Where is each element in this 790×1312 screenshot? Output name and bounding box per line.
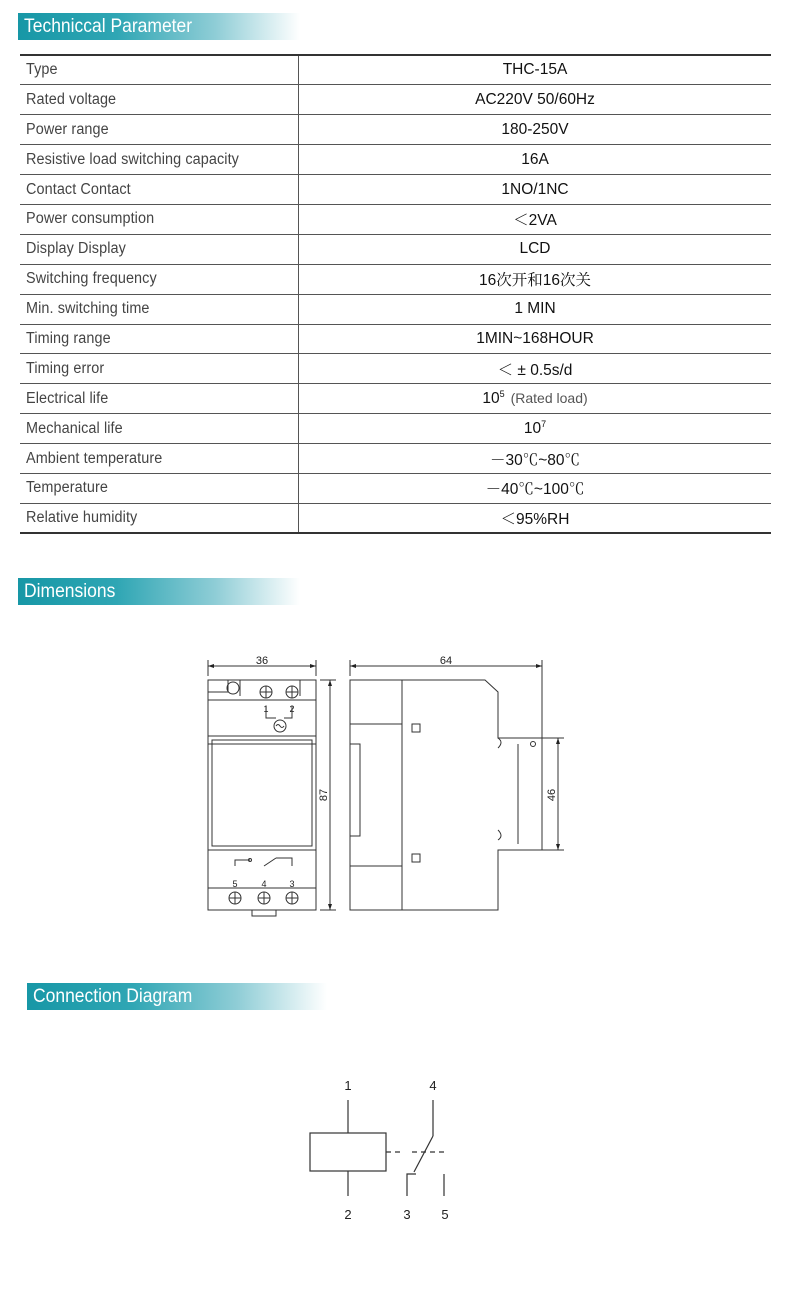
front-terminal-label: 5: [232, 879, 238, 889]
parameter-name-cell: [20, 55, 299, 85]
parameter-value-exponent: 7: [541, 419, 547, 430]
parameter-value: ＜ ± 0.5s/d: [497, 361, 573, 379]
parameter-value: THC-15A: [502, 61, 568, 79]
parameter-value: ＜95%RH: [500, 511, 570, 529]
front-terminal-label: 4: [261, 879, 267, 889]
parameter-name-cell: [20, 473, 299, 503]
front-body-outline: [208, 680, 316, 910]
dimensions-drawing: [180, 640, 580, 930]
terminal-label: 5: [441, 1207, 449, 1222]
terminal-label: 3: [403, 1207, 411, 1222]
parameter-name-cell: [20, 444, 299, 474]
front-display-area: [208, 736, 316, 850]
front-top-tab: [227, 682, 239, 694]
parameter-value-cell: [299, 115, 772, 145]
parameter-name-cell: [20, 85, 299, 115]
parameter-value-cell: [299, 294, 772, 324]
side-latch-top: [412, 724, 420, 732]
parameter-value-cell: [299, 204, 772, 234]
parameter-name: Mechanical life: [26, 419, 123, 437]
parameter-value: －30℃~80℃: [489, 451, 581, 469]
parameter-value-note: (Rated load): [510, 390, 588, 407]
section-header-connection: [27, 983, 327, 1010]
parameter-value-cell: [299, 414, 772, 444]
section-title-connection: Connection Diagram: [33, 986, 193, 1007]
parameter-name: Electrical life: [26, 389, 109, 407]
parameter-value: 1NO/1NC: [501, 180, 569, 198]
parameter-value: LCD: [519, 240, 551, 258]
parameter-name: Temperature: [26, 479, 108, 497]
parameter-name-cell: [20, 354, 299, 384]
parameter-row: [20, 55, 771, 85]
parameter-table: [20, 54, 771, 534]
side-body-outline: [350, 680, 542, 910]
parameter-value: －40℃~100℃: [485, 481, 585, 499]
section-title-technical: Techniccal Parameter: [24, 16, 193, 37]
parameter-name: Contact Contact: [26, 180, 131, 198]
parameter-name-cell: [20, 324, 299, 354]
dim-height: 87: [318, 788, 330, 802]
parameter-row: [20, 145, 771, 175]
switch-arm: [414, 1136, 433, 1172]
parameter-row: [20, 354, 771, 384]
parameter-value-cell: [299, 354, 772, 384]
parameter-row: [20, 234, 771, 264]
connection-diagram: [290, 1060, 470, 1240]
coil-symbol: [310, 1133, 386, 1171]
parameter-row: [20, 175, 771, 205]
dim-front-width: 36: [255, 655, 269, 667]
parameter-value-base: 10: [523, 420, 542, 438]
parameter-row: [20, 264, 771, 294]
parameter-value: ＜2VA: [513, 212, 557, 230]
parameter-name-cell: [20, 204, 299, 234]
parameter-value-cell: [299, 384, 772, 414]
parameter-name-cell: [20, 175, 299, 205]
parameter-name: Rated voltage: [26, 90, 117, 108]
parameter-value: 16次开和16次关: [479, 272, 591, 290]
section-header-dimensions: [18, 578, 300, 605]
parameter-value: AC220V 50/60Hz: [475, 90, 595, 108]
parameter-value-base: 10: [482, 390, 500, 408]
parameter-value-cell: [299, 503, 772, 533]
parameter-name: Resistive load switching capacity: [26, 150, 239, 168]
parameter-value-cell: [299, 234, 772, 264]
dim-side-height: 46: [546, 788, 558, 802]
parameter-value-cell: [299, 55, 772, 85]
contact-lead-5: [235, 860, 250, 866]
parameter-name-cell: [20, 503, 299, 533]
front-terminal-label: 3: [289, 879, 295, 889]
parameter-row: [20, 324, 771, 354]
front-top-notch: [208, 680, 228, 692]
parameter-row: [20, 503, 771, 533]
parameter-row: [20, 85, 771, 115]
parameter-name: Relative humidity: [26, 509, 138, 527]
parameter-row: [20, 115, 771, 145]
nc-contact-lead: [407, 1174, 416, 1196]
parameter-name-cell: [20, 414, 299, 444]
parameter-row: [20, 473, 771, 503]
parameter-name: Min. switching time: [26, 300, 150, 318]
parameter-row: [20, 414, 771, 444]
parameter-row: [20, 384, 771, 414]
front-terminal-label: 1: [263, 704, 269, 714]
parameter-name-cell: [20, 115, 299, 145]
section-title-dimensions: Dimensions: [24, 581, 116, 602]
parameter-value-exponent: 5: [499, 389, 505, 400]
parameter-name: Ambient temperature: [26, 449, 163, 467]
terminal-label: 1: [344, 1078, 352, 1093]
parameter-name: Timing range: [26, 329, 111, 347]
parameter-value: 1 MIN: [514, 300, 556, 318]
parameter-value-cell: [299, 444, 772, 474]
parameter-value: 180-250V: [501, 120, 569, 138]
parameter-value: 1MIN~168HOUR: [476, 329, 594, 347]
parameter-value-cell: [299, 145, 772, 175]
dim-side-depth: 64: [439, 655, 453, 667]
parameter-name: Display Display: [26, 240, 126, 258]
front-terminal-label: 2: [289, 704, 295, 714]
parameter-name-cell: [20, 234, 299, 264]
parameter-value-cell: [299, 85, 772, 115]
contact-switch-arm: [264, 858, 276, 866]
section-header-technical: [18, 13, 300, 40]
parameter-value-cell: [299, 324, 772, 354]
parameter-name-cell: [20, 264, 299, 294]
side-din-slot: [350, 744, 360, 836]
parameter-name: Switching frequency: [26, 270, 157, 288]
parameter-name: Power range: [26, 120, 109, 138]
parameter-name: Type: [26, 61, 58, 79]
din-clip: [252, 910, 276, 916]
side-pivot: [531, 742, 536, 747]
parameter-name: Timing error: [26, 359, 105, 377]
parameter-row: [20, 444, 771, 474]
parameter-name-cell: [20, 145, 299, 175]
side-latch-bottom: [412, 854, 420, 862]
parameter-value-cell: [299, 264, 772, 294]
terminal-label: 2: [344, 1207, 352, 1222]
parameter-value-cell: [299, 473, 772, 503]
parameter-value: 16A: [521, 150, 549, 168]
parameter-name-cell: [20, 384, 299, 414]
parameter-name-cell: [20, 294, 299, 324]
parameter-row: [20, 204, 771, 234]
parameter-name: Power consumption: [26, 210, 155, 228]
terminal-label: 4: [429, 1078, 437, 1093]
parameter-value-cell: [299, 175, 772, 205]
parameter-row: [20, 294, 771, 324]
